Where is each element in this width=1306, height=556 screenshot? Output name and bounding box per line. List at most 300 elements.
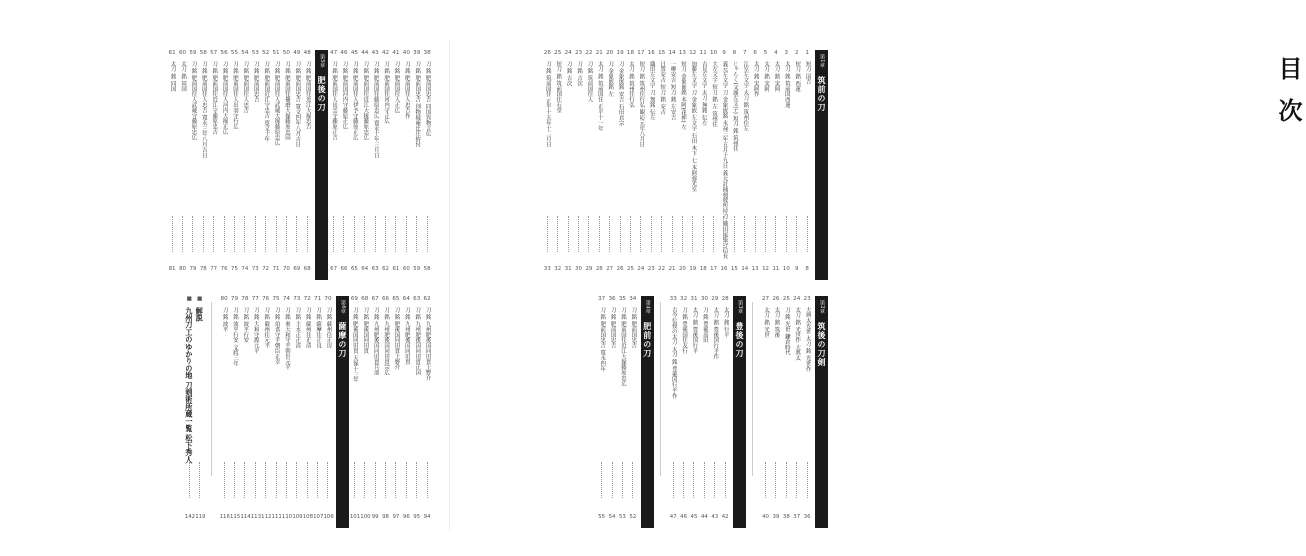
leader-dots	[725, 462, 726, 498]
entry-page: 20	[678, 266, 686, 272]
toc-block-chapter-1	[468, 50, 828, 280]
toc-entry	[220, 296, 229, 528]
entry-title: 刀 銘 九州肥後国同田貫宗広	[383, 307, 390, 376]
toc-entry	[240, 296, 249, 528]
toc-entry	[668, 50, 677, 280]
entry-number: 14	[668, 50, 676, 56]
entry-number: 72	[303, 296, 311, 302]
entry-title: 太刀 銘 同国	[180, 61, 187, 92]
leader-dots	[630, 216, 631, 252]
leader-dots	[416, 216, 417, 252]
toc-entry	[230, 296, 239, 528]
entry-page: 37	[793, 514, 801, 520]
entry-title: 刀 銘 肥前国住河内守正広	[383, 61, 390, 124]
leader-dots	[296, 462, 297, 498]
entry-number: 33	[669, 296, 677, 302]
leader-dots	[765, 462, 766, 498]
entry-number: 3	[784, 50, 789, 56]
notes-page: 142	[184, 514, 196, 520]
toc-entry	[329, 50, 338, 280]
leader-dots	[661, 216, 662, 252]
entry-page: 100	[360, 514, 371, 520]
entry-page: 73	[251, 266, 259, 272]
leader-dots	[234, 216, 235, 252]
entry-number: 60	[178, 50, 187, 56]
entry-title: 刀 銘 肥前国近江守忠吉 寛文十年	[263, 61, 270, 142]
chapter-title: 豊後の刀	[735, 322, 746, 358]
entry-page: 33	[543, 266, 551, 272]
entry-title: 太刀 銘 実阿作	[752, 61, 759, 97]
leader-dots	[632, 462, 633, 498]
entry-title: 刀 銘 波平行安	[242, 307, 249, 343]
leader-dots	[775, 216, 776, 252]
entry-title: 一柳安吉 短刀 銘 左安吉	[669, 61, 676, 121]
entry-number: 71	[314, 296, 322, 302]
separator-line	[211, 302, 212, 476]
leader-dots	[307, 216, 308, 252]
entry-page: 58	[423, 266, 431, 272]
toc-entry	[350, 50, 359, 280]
entry-title: 刀 銘 肥前国住近江大掾忠吉	[304, 61, 311, 130]
leader-dots	[640, 216, 641, 252]
toc-entry	[721, 296, 730, 528]
entry-title: 短刀 銘 筑前国住石堂	[555, 61, 562, 114]
toc-entry	[261, 296, 270, 528]
leader-dots	[704, 462, 705, 498]
entry-page: 115	[229, 514, 241, 520]
entry-number: 24	[564, 50, 572, 56]
entry-number: 74	[282, 296, 290, 302]
entry-page: 77	[210, 266, 218, 272]
leader-dots	[673, 462, 674, 498]
entry-number: 4	[774, 50, 778, 56]
toc-entry	[803, 50, 812, 280]
entry-page: 43	[711, 514, 719, 520]
entry-title: 刀 銘 吉次	[565, 61, 572, 87]
entry-page: 13	[751, 266, 759, 272]
leader-dots	[713, 216, 714, 252]
leader-dots	[406, 216, 407, 252]
entry-title: 刀 銘 筑前国住人	[586, 61, 593, 103]
entry-number: 69	[350, 296, 358, 302]
leader-dots	[182, 216, 183, 252]
notes-entry	[185, 296, 194, 528]
leader-dots	[317, 462, 318, 498]
entry-page: 63	[371, 266, 379, 272]
leader-dots	[327, 462, 328, 498]
leader-dots	[568, 216, 569, 252]
entry-page: 61	[392, 266, 400, 272]
entry-title: 太刀 銘 行平	[722, 307, 729, 338]
entry-number: 58	[199, 50, 207, 56]
entry-title: 日置安吉 短刀 銘 安吉	[659, 61, 666, 115]
entry-number: 57	[210, 50, 218, 56]
entry-number: 61	[168, 50, 176, 56]
leader-dots	[224, 216, 225, 252]
leader-dots	[734, 216, 735, 252]
chapter-title: 筑前の刀	[817, 76, 827, 112]
leader-dots	[786, 216, 787, 252]
entry-title: 太刀 銘 筑前国住 正平十一年	[596, 61, 603, 131]
entry-title: 大典太光世 太刀 銘 光世作	[804, 307, 811, 372]
entry-number: 26	[772, 296, 780, 302]
toc-entry	[608, 296, 617, 528]
leader-dots	[609, 216, 610, 252]
chapter-number: 第6章	[339, 300, 346, 314]
toc-entry	[251, 50, 260, 280]
entry-page: 68	[303, 266, 311, 272]
entry-number: 15	[658, 50, 666, 56]
toc-entry	[679, 296, 688, 528]
entry-number: 7	[742, 50, 747, 56]
entry-page: 44	[700, 514, 708, 520]
entry-number: 20	[606, 50, 614, 56]
entry-number: 32	[680, 296, 688, 302]
leader-dots	[276, 216, 277, 252]
toc-entry	[261, 50, 270, 280]
leader-dots	[796, 462, 797, 498]
chapter-number: 第4章	[644, 300, 651, 314]
entry-title: 義元左文字 刀 金象嵌銘 永禄三年五月十九日 義元討捕刻彼所持刀 織田尾張守信長	[721, 61, 728, 259]
entry-title: 刀 銘 肥前国忠吉 寛永四年	[599, 307, 606, 372]
chapter-tab	[336, 296, 349, 528]
entry-title: 刀 銘 伯耆守平朝臣正幸	[273, 307, 280, 365]
toc-entry	[220, 50, 229, 280]
entry-title: 刀 銘 九州肥後国同田貫	[403, 307, 410, 365]
entry-title: 加藤左文字 刀 金象嵌 左文字 石田 木下 七 本阿弥光室	[690, 61, 697, 192]
notes-mark: ■	[197, 296, 203, 302]
entry-title: 刀 銘 奥大和守平朝臣元平	[283, 307, 290, 370]
entry-page: 110	[281, 514, 293, 520]
chapter-number: 第1章	[819, 54, 825, 68]
entry-number: 19	[616, 50, 624, 56]
toc-entry	[574, 50, 583, 280]
toc-entry	[710, 296, 719, 528]
entry-page: 42	[721, 514, 729, 520]
entry-page: 27	[606, 266, 614, 272]
leader-dots	[203, 216, 204, 252]
toc-entry	[381, 50, 390, 280]
entry-title: 刀 銘 肥前国住人正広	[393, 61, 400, 114]
leader-dots	[286, 462, 287, 498]
toc-entry	[188, 50, 197, 280]
entry-title: 刀 銘 肥前国忠吉 寛文四年八月吉日	[294, 61, 301, 148]
entry-title: 刀 銘 肥前国忠吉	[252, 61, 259, 103]
toc-block-chapter-5	[52, 50, 432, 280]
entry-title: 太刀 銘 光世作 大典太	[794, 307, 801, 361]
toc-entry	[282, 50, 291, 280]
entry-page: 66	[340, 266, 348, 272]
entry-title: 刀 金象嵌銘 安吉 石田貞宗	[617, 61, 624, 126]
leader-dots	[189, 462, 190, 498]
leader-dots	[354, 216, 355, 252]
entry-number: 70	[324, 296, 332, 302]
toc-entry	[740, 50, 749, 280]
entry-page: 16	[720, 266, 728, 272]
entry-page: 15	[730, 266, 738, 272]
entry-number: 78	[241, 296, 249, 302]
toc-entry	[761, 296, 770, 528]
entry-number: 5	[763, 50, 768, 56]
leader-dots	[775, 462, 776, 498]
entry-page: 8	[805, 266, 809, 272]
toc-entry	[371, 296, 380, 528]
entry-page: 116	[219, 514, 230, 520]
toc-entry	[595, 50, 604, 280]
entry-title: 刀 銘 肥前国住近江大掾藤原忠広	[619, 307, 626, 387]
toc-entry	[709, 50, 718, 280]
entry-number: 25	[554, 50, 562, 56]
entry-page: 46	[680, 514, 688, 520]
entry-number: 22	[585, 50, 593, 56]
entry-page: 114	[240, 514, 251, 520]
entry-number: 2	[794, 50, 799, 56]
leader-dots	[588, 216, 589, 252]
entry-title: 刀 銘 肥前国住人武蔵大掾藤原忠広	[273, 61, 280, 146]
entry-title: 大左文字 短刀 銘 左 筑州住	[711, 61, 718, 128]
entry-number: 68	[361, 296, 369, 302]
entry-number: 62	[423, 296, 431, 302]
entry-number: 44	[361, 50, 369, 56]
leader-dots	[755, 216, 756, 252]
entry-number: 18	[626, 50, 635, 56]
entry-title: 太刀 銘 光世	[763, 307, 770, 338]
leader-dots	[375, 216, 376, 252]
entry-number: 77	[251, 296, 259, 302]
leader-dots	[224, 462, 225, 498]
entry-title: 刀 銘 肥前国忠吉	[630, 307, 637, 349]
entry-number: 35	[618, 296, 626, 302]
chapter-number: 第3章	[737, 300, 744, 314]
leader-dots	[375, 462, 376, 498]
entry-title: 刀 銘 薩州住元平	[263, 307, 270, 349]
entry-page: 18	[699, 266, 707, 272]
entry-title: 刀 銘 肥前国住人忠吉 寛永三年八月吉日	[200, 61, 207, 158]
toc-entry	[584, 50, 593, 280]
entry-number: 16	[647, 50, 655, 56]
entry-number: 50	[282, 50, 290, 56]
toc-entry	[303, 296, 312, 528]
entry-number: 23	[574, 50, 583, 56]
toc-entry	[240, 50, 249, 280]
entry-title: 刀 銘 肥前国住人忠吉	[242, 61, 249, 114]
entry-page: 113	[250, 514, 262, 520]
toc-entry	[657, 50, 666, 280]
toc-entry	[700, 296, 709, 528]
entry-page: 98	[382, 514, 389, 520]
entry-number: 27	[761, 296, 770, 302]
toc-block-chapters-6-notes	[52, 296, 432, 528]
entry-page: 38	[782, 514, 790, 520]
leader-dots	[364, 462, 365, 498]
toc-entry	[371, 50, 380, 280]
toc-block-chapters-2-4	[468, 296, 828, 528]
leader-dots	[199, 462, 200, 498]
entry-title: 刀 銘 薩摩住正良	[315, 307, 322, 349]
entry-title: 古今伝授の太刀 太刀 銘 豊後国行平作	[670, 307, 677, 399]
entry-page: 95	[413, 514, 421, 520]
entry-page: 80	[179, 266, 186, 272]
notes-page: 119	[195, 514, 206, 520]
entry-title: 刀 銘 肥前国住人武蔵守藤原忠広	[190, 61, 197, 141]
toc-entry	[730, 50, 739, 280]
entry-number: 11	[699, 50, 707, 56]
entry-title: 刀 銘 肥前国住人河内大掾正広	[221, 61, 228, 135]
toc-entry	[543, 50, 552, 280]
leader-dots	[343, 216, 344, 252]
right-page	[450, 0, 1303, 556]
entry-title: じゃらく(又廣左文字) 短刀 銘 筑州住	[731, 61, 738, 152]
entry-page: 107	[313, 514, 324, 520]
entry-title: 刀 銘 筑前国住 正平十五年十二月日	[544, 61, 551, 148]
entry-title: 刀 銘 大和守源元平	[252, 307, 259, 354]
entry-title: 吉見左文字 太刀 無銘 伝左	[700, 61, 707, 126]
entry-number: 21	[595, 50, 603, 56]
leader-dots	[714, 462, 715, 498]
leader-dots	[599, 216, 600, 252]
entry-page: 12	[762, 266, 769, 272]
entry-page: 22	[658, 266, 666, 272]
entry-title: 刀 銘 肥後国同田貫上野介	[393, 307, 400, 370]
entry-number: 41	[392, 50, 400, 56]
entry-number: 49	[293, 50, 301, 56]
entry-page: 72	[262, 266, 270, 272]
leader-dots	[333, 216, 334, 252]
entry-number: 10	[710, 50, 718, 56]
separator-line	[752, 302, 753, 476]
toc-entry	[178, 50, 187, 280]
toc-entry	[282, 296, 291, 528]
entry-title: 刀 銘 波平行安 文政三年	[231, 307, 238, 367]
entry-number: 51	[272, 50, 280, 56]
entry-title: 刀 銘 肥後国同田貫 天保十三年	[351, 307, 358, 383]
entry-number: 63	[413, 296, 421, 302]
entry-title: 刀 銘 肥前国住近江守藤原忠吉	[211, 61, 218, 135]
chapter-tab	[815, 50, 828, 280]
toc-entry	[391, 50, 400, 280]
toc-entry	[792, 50, 801, 280]
entry-number: 54	[241, 50, 249, 56]
entry-page: 96	[402, 514, 410, 520]
leader-dots	[265, 462, 266, 498]
toc-entry	[597, 296, 606, 528]
leader-dots	[578, 216, 579, 252]
leader-dots	[406, 462, 407, 498]
entry-page: 55	[598, 514, 606, 520]
entry-title: 短刀 国吉	[804, 61, 811, 85]
entry-page: 21	[668, 266, 676, 272]
chapter-title: 肥後の刀	[317, 76, 328, 112]
entry-page: 10	[782, 266, 790, 272]
toc-entry	[209, 50, 218, 280]
leader-dots	[255, 462, 256, 498]
entry-number: 53	[251, 50, 259, 56]
entry-number: 76	[262, 296, 270, 302]
leader-dots	[786, 462, 787, 498]
leader-dots	[692, 216, 693, 252]
entry-page: 111	[271, 514, 282, 520]
toc-entry	[251, 296, 260, 528]
toc-entry	[381, 296, 390, 528]
entry-page: 36	[803, 514, 811, 520]
entry-number: 36	[608, 296, 616, 302]
entry-title: 刀 金象嵌銘 左	[607, 61, 614, 97]
entry-number: 13	[678, 50, 686, 56]
toc-title: 目次	[1274, 56, 1303, 140]
toc-entry	[616, 50, 625, 280]
entry-page: 79	[189, 266, 197, 272]
entry-number: 31	[690, 296, 698, 302]
leader-dots	[427, 462, 428, 498]
entry-page: 23	[647, 266, 655, 272]
chapter-title: 筑後の刀剣	[817, 322, 827, 367]
toc-entry	[719, 50, 728, 280]
entry-number: 40	[402, 50, 410, 56]
entry-number: 42	[381, 50, 390, 56]
entry-title: 織田左文字 刀 無銘 伝左	[648, 61, 655, 121]
entry-page: 31	[564, 266, 572, 272]
entry-page: 39	[772, 514, 780, 520]
entry-page: 30	[575, 266, 582, 272]
leader-dots	[427, 216, 428, 252]
entry-page: 67	[330, 266, 338, 272]
toc-entry	[626, 50, 635, 280]
toc-entry	[412, 50, 421, 280]
entry-number: 12	[689, 50, 697, 56]
leader-dots	[672, 216, 673, 252]
toc-entry	[303, 50, 312, 280]
entry-page: 11	[772, 266, 780, 272]
leader-dots	[385, 462, 386, 498]
leader-dots	[296, 216, 297, 252]
entry-page: 25	[627, 266, 634, 272]
entry-number: 30	[700, 296, 708, 302]
entry-title: 太刀 銘 豊後国行平	[691, 307, 698, 354]
toc-entry	[605, 50, 614, 280]
entry-page: 54	[608, 514, 616, 520]
toc-entry	[771, 296, 780, 528]
toc-entry	[339, 50, 348, 280]
leader-dots	[622, 462, 623, 498]
entry-page: 52	[629, 514, 637, 520]
toc-entry	[689, 296, 698, 528]
entry-title: 刀 銘 薩州住正清	[304, 307, 311, 349]
leader-dots	[307, 462, 308, 498]
entry-number: 34	[629, 296, 637, 302]
chapter-title: 肥前の刀	[642, 322, 653, 358]
entry-title: 刀 銘 肥前国住人出雲守藤原正吉	[331, 61, 338, 141]
leader-dots	[234, 462, 235, 498]
notes-entry	[195, 296, 204, 528]
entry-title: 太刀 銘 同国	[169, 61, 176, 92]
toc-entry	[230, 50, 239, 280]
entry-number: 75	[272, 296, 280, 302]
toc-entry	[678, 50, 687, 280]
toc-entry	[782, 50, 791, 280]
toc-entry	[350, 296, 359, 528]
entry-number: 45	[350, 50, 358, 56]
entry-page: 19	[689, 266, 697, 272]
entry-title: 刀 銘 薩州住正房	[325, 307, 332, 349]
leader-dots	[364, 216, 365, 252]
leader-dots	[703, 216, 704, 252]
entry-number: 56	[220, 50, 228, 56]
entry-title: 太刀 銘 筑前国西蓮	[783, 61, 790, 108]
entry-page: 112	[261, 514, 272, 520]
toc-entry	[647, 50, 656, 280]
entry-title: 刀 銘 肥前国忠吉 別物疑庵比庄拵付	[414, 61, 421, 148]
toc-entry	[323, 296, 332, 528]
